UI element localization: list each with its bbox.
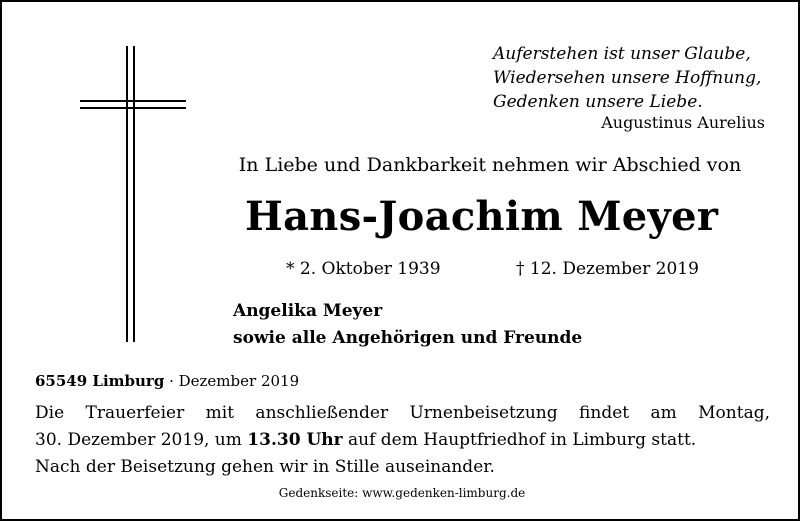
notice-line: Die Trauerfeier mit anschließender Urnenbeisetzung findet am Montag, [35,403,770,423]
place-date-line [35,371,299,391]
notice-date: Dezember 2019 [178,372,300,390]
cross-vertical-line [126,46,128,342]
notice-text: 30. Dezember 2019, um [35,430,248,450]
separator: · [164,372,179,390]
quote [493,42,761,114]
cross-horizontal-line [80,100,186,102]
cross-horizontal-line [80,107,186,109]
quote-line: Gedenken unsere Liebe. [493,92,703,112]
deceased-name: Hans-Joachim Meyer [245,193,719,240]
place: 65549 Limburg [35,372,165,390]
notice-line [35,427,770,454]
mourner-family: sowie alle Angehörigen und Freunde [233,328,583,348]
death-date: † 12. Dezember 2019 [516,259,699,279]
notice-text: auf dem Hauptfriedhof in Limburg statt. [342,430,697,450]
mourner-name: Angelika Meyer [233,301,383,321]
ceremony-time: 13.30 Uhr [247,430,343,450]
birth-date: * 2. Oktober 1939 [286,259,441,279]
cross-vertical-line [133,46,135,342]
notice-line: Nach der Beisetzung gehen wir in Stille auseinander. [35,457,495,477]
funeral-notice [35,400,770,481]
quote-line: Auferstehen ist unser Glaube, [493,44,751,64]
memorial-page-link[interactable]: Gedenkseite: www.gedenken-limburg.de [278,486,526,500]
farewell-intro: In Liebe und Dankbarkeit nehmen wir Abschied von [238,154,742,176]
quote-line: Wiedersehen unsere Hoffnung, [493,68,762,88]
quote-author: Augustinus Aurelius [601,113,765,132]
